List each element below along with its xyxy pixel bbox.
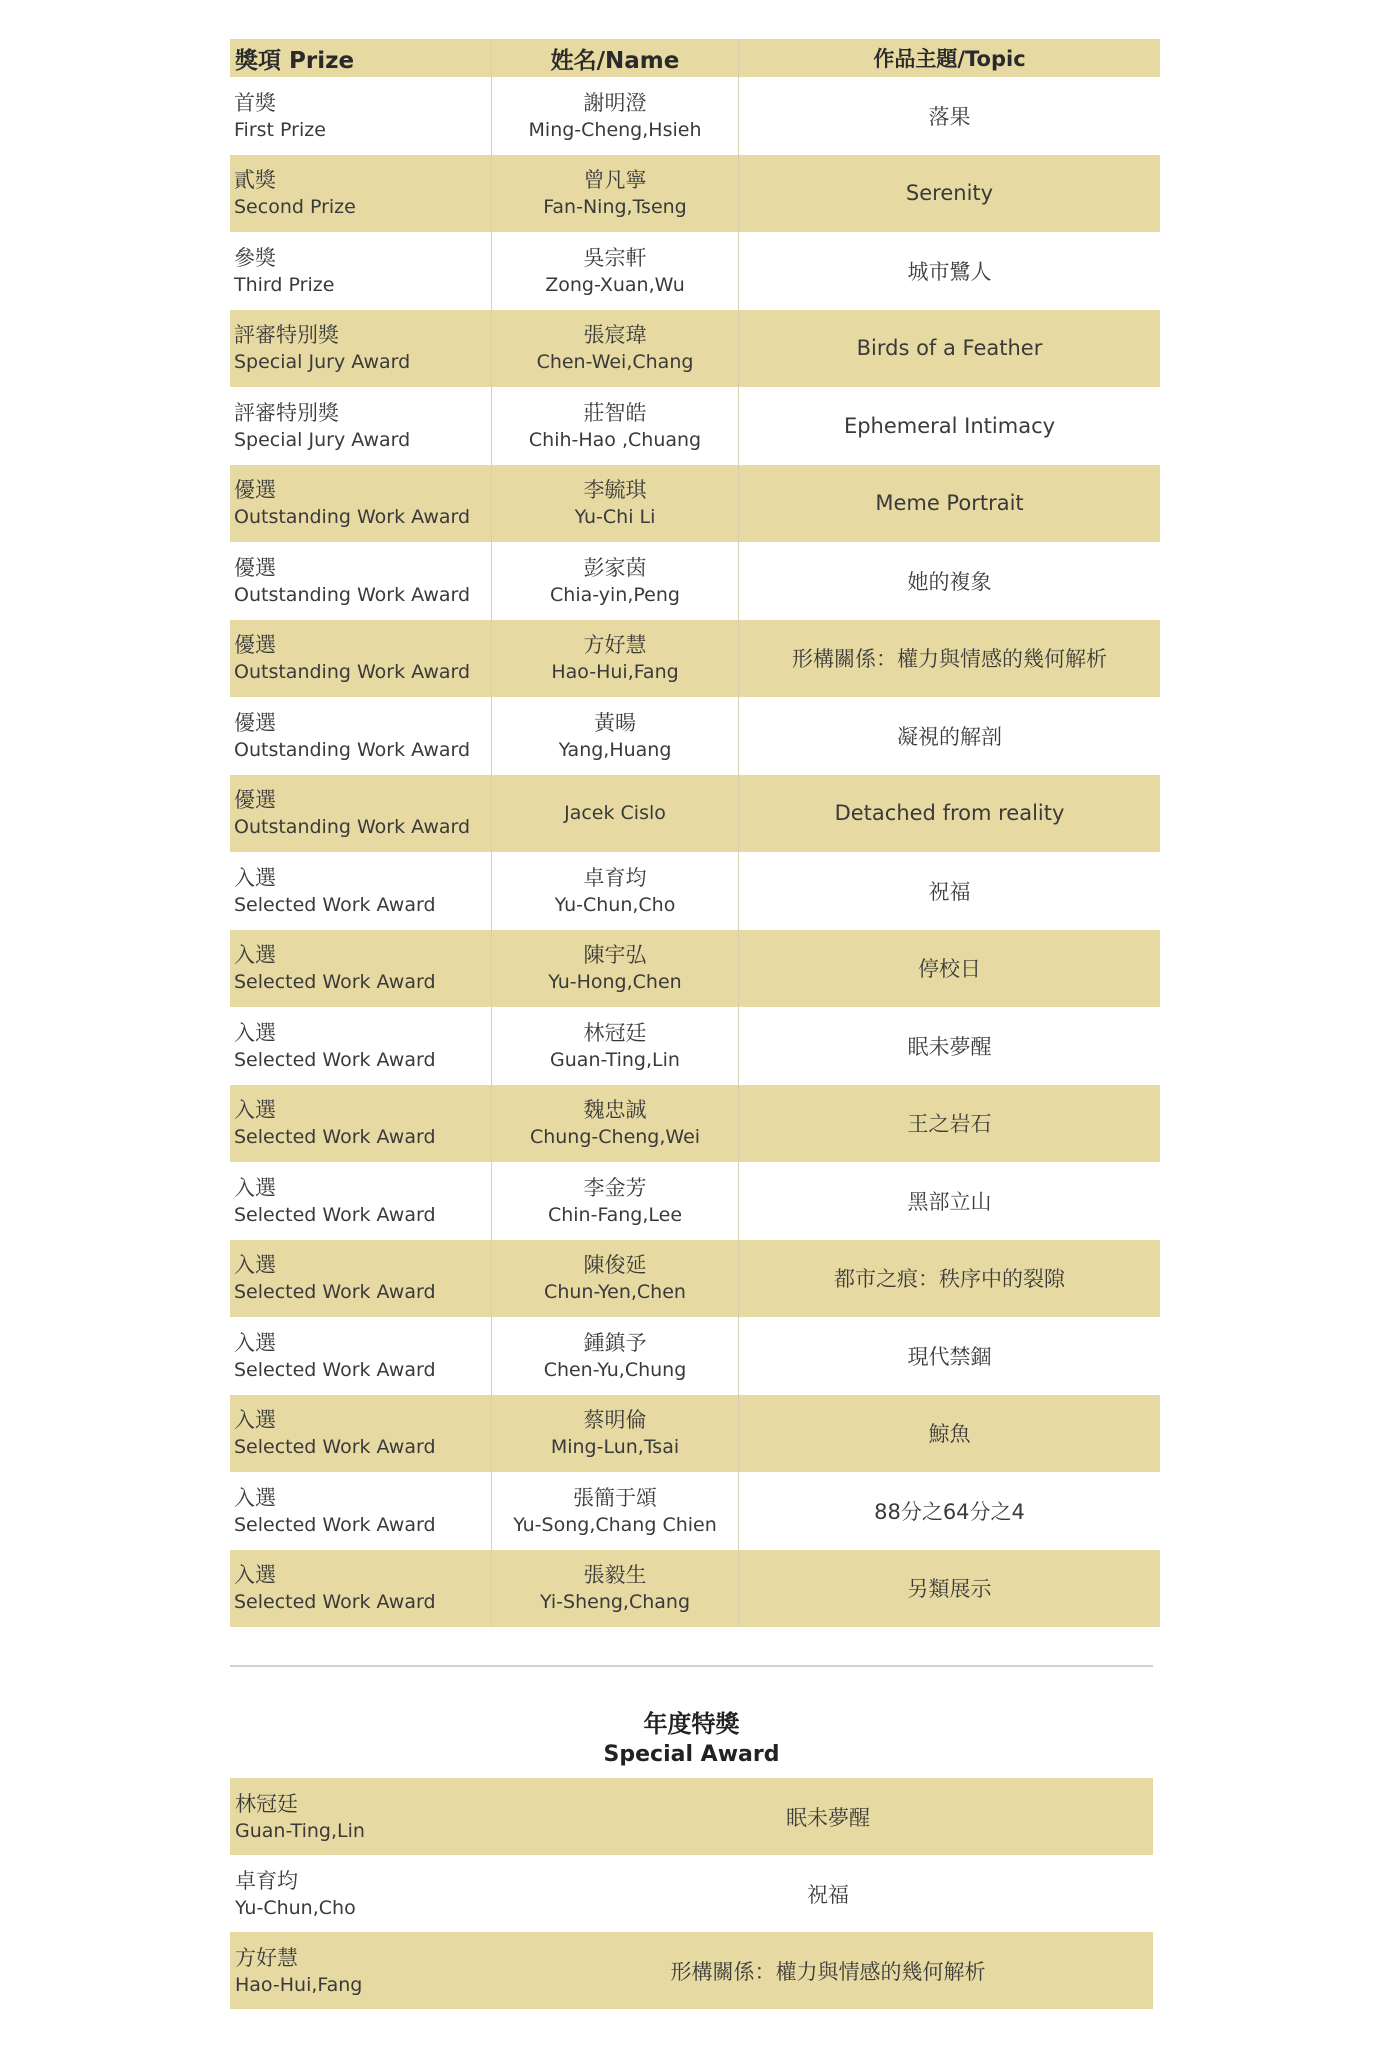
- name-cell: [492, 1162, 739, 1240]
- name-cell: [492, 77, 739, 155]
- prize-en: Outstanding Work Award: [234, 661, 471, 684]
- table-row: [230, 1317, 1160, 1395]
- table-row: [230, 697, 1160, 775]
- name-zh: 黃暘: [594, 710, 636, 735]
- special-topic-cell: 形構關係：權力與情感的幾何解析: [503, 1932, 1153, 2009]
- name-cell: [492, 542, 739, 620]
- special-name-zh: 卓育均: [235, 1868, 298, 1893]
- name-cell: [492, 387, 739, 465]
- table-row: [230, 1085, 1160, 1163]
- prize-zh: 入選: [234, 865, 276, 890]
- topic-cell: Serenity: [739, 155, 1161, 233]
- prize-cell: [230, 542, 492, 620]
- name-en: Zong-Xuan,Wu: [545, 273, 685, 296]
- prize-zh: 優選: [234, 478, 276, 503]
- awards-section: [230, 39, 1153, 1627]
- awards-table: [230, 39, 1160, 1627]
- name-zh: 林冠廷: [583, 1020, 647, 1045]
- topic-cell: 祝福: [928, 879, 971, 904]
- prize-zh: 入選: [234, 1485, 276, 1510]
- prize-cell: [230, 77, 492, 155]
- prize-cell: [230, 1085, 492, 1163]
- name-zh: 曾凡寧: [583, 168, 647, 193]
- awards-table-body: [230, 77, 1160, 1627]
- prize-en: Selected Work Award: [234, 1513, 436, 1536]
- name-zh: 陳俊延: [583, 1253, 647, 1278]
- prize-zh: 入選: [234, 1563, 276, 1588]
- name-zh: 方好慧: [583, 633, 647, 658]
- table-row: [230, 620, 1160, 698]
- name-zh: 吳宗軒: [583, 245, 647, 270]
- table-row: [230, 232, 1160, 310]
- name-zh: 李毓琪: [583, 478, 647, 503]
- prize-cell: [230, 155, 492, 233]
- prize-zh: 評審特別獎: [234, 323, 339, 348]
- name-zh: 彭家茵: [583, 555, 647, 580]
- special-award-heading: [230, 1708, 1153, 1770]
- topic-cell: 眠未夢醒: [907, 1034, 992, 1059]
- table-row: [230, 1162, 1160, 1240]
- name-cell: [492, 1240, 739, 1318]
- name-cell: [492, 620, 739, 698]
- prize-cell: [230, 310, 492, 388]
- topic-cell: Detached from reality: [739, 775, 1161, 853]
- prize-en: Outstanding Work Award: [234, 738, 471, 761]
- topic-cell: 停校日: [739, 930, 1161, 1008]
- name-zh: 莊智皓: [583, 400, 647, 425]
- prize-cell: [230, 1317, 492, 1395]
- name-en: Yu-Chi Li: [574, 506, 656, 529]
- name-en: Ming-Lun,Tsai: [550, 1436, 680, 1459]
- name-cell: [492, 852, 739, 930]
- prize-zh: 貳獎: [234, 168, 276, 193]
- special-name-en: Yu-Chun,Cho: [235, 1896, 356, 1919]
- name-en: Yang,Huang: [558, 738, 672, 761]
- name-zh: 陳宇弘: [583, 943, 647, 968]
- name-en: Chih-Hao ,Chuang: [528, 428, 702, 451]
- table-row: [230, 775, 1160, 853]
- table-row: [230, 542, 1160, 620]
- name-zh: 張簡于頌: [573, 1485, 657, 1510]
- name-cell: [492, 1550, 739, 1628]
- prize-en: Special Jury Award: [234, 428, 411, 451]
- prize-cell: [230, 775, 492, 853]
- special-name-cell: [230, 1932, 503, 2009]
- special-award-title-en: Special Award: [603, 1742, 780, 1767]
- prize-zh: 優選: [234, 710, 276, 735]
- name-en: Ming-Cheng,Hsieh: [528, 118, 702, 141]
- prize-cell: [230, 387, 492, 465]
- topic-cell: 落果: [928, 104, 971, 129]
- prize-cell: [230, 1240, 492, 1318]
- topic-cell: 都市之痕：秩序中的裂隙: [739, 1240, 1161, 1318]
- prize-zh: 評審特別獎: [234, 400, 339, 425]
- prize-en: Selected Work Award: [234, 1126, 436, 1149]
- special-topic-cell: 祝福: [807, 1882, 849, 1907]
- prize-cell: [230, 620, 492, 698]
- name-en: Chung-Cheng,Wei: [529, 1126, 701, 1149]
- name-cell: [492, 310, 739, 388]
- name-zh: 鍾鎮予: [583, 1330, 647, 1355]
- topic-cell: Meme Portrait: [739, 465, 1161, 543]
- name-en: Chia-yin,Peng: [550, 583, 680, 606]
- table-row: [230, 1472, 1160, 1550]
- awards-table-header: [230, 39, 1160, 77]
- prize-zh: 入選: [234, 1330, 276, 1355]
- prize-en: Selected Work Award: [234, 1203, 436, 1226]
- topic-cell: 88分之64分之4: [874, 1499, 1025, 1524]
- name-cell: [492, 930, 739, 1008]
- name-cell: [492, 1007, 739, 1085]
- topic-cell: 另類展示: [739, 1550, 1161, 1628]
- prize-en: Selected Work Award: [234, 1436, 436, 1459]
- topic-cell: Ephemeral Intimacy: [843, 413, 1056, 438]
- name-en: Chun-Yen,Chen: [544, 1281, 686, 1304]
- prize-zh: 入選: [234, 943, 276, 968]
- prize-zh: 優選: [234, 788, 276, 813]
- prize-en: Second Prize: [234, 196, 356, 219]
- name-en: Chin-Fang,Lee: [547, 1203, 683, 1226]
- prize-en: Third Prize: [234, 273, 335, 296]
- special-award-table: [230, 1778, 1153, 2009]
- topic-cell: 王之岩石: [739, 1085, 1161, 1163]
- prize-en: Selected Work Award: [234, 893, 436, 916]
- name-cell: [492, 697, 739, 775]
- special-name-en: Guan-Ting,Lin: [235, 1819, 365, 1842]
- header-prize: 獎項 Prize: [230, 39, 492, 77]
- special-award-table-body: [230, 1778, 1153, 2009]
- topic-cell: Birds of a Feather: [739, 310, 1161, 388]
- special-award-row: [230, 1932, 1153, 2009]
- name-cell: [492, 1085, 739, 1163]
- name-cell: [492, 1317, 739, 1395]
- name-cell: [492, 1395, 739, 1473]
- table-row: [230, 155, 1160, 233]
- special-topic-cell: 眠未夢醒: [503, 1778, 1153, 1855]
- special-name-zh: 林冠廷: [235, 1791, 298, 1816]
- name-en: Yu-Song,Chang Chien: [513, 1513, 717, 1536]
- prize-en: Outstanding Work Award: [234, 816, 471, 839]
- name-cell: [492, 232, 739, 310]
- prize-zh: 優選: [234, 633, 276, 658]
- prize-cell: [230, 1550, 492, 1628]
- name-en: Hao-Hui,Fang: [551, 661, 679, 684]
- topic-cell: 黑部立山: [907, 1189, 992, 1214]
- name-zh: 謝明澄: [583, 90, 647, 115]
- prize-zh: 入選: [234, 1020, 276, 1045]
- name-en: Guan-Ting,Lin: [550, 1048, 680, 1071]
- prize-cell: [230, 1472, 492, 1550]
- special-award-section: [230, 1778, 1153, 2009]
- table-row: [230, 310, 1160, 388]
- name-en: Yu-Hong,Chen: [548, 971, 682, 994]
- prize-en: Selected Work Award: [234, 1048, 436, 1071]
- topic-cell: 凝視的解剖: [897, 724, 1002, 749]
- special-award-title-zh: 年度特獎: [643, 1710, 740, 1738]
- prize-zh: 入選: [234, 1175, 276, 1200]
- prize-cell: [230, 1162, 492, 1240]
- prize-en: Selected Work Award: [234, 971, 436, 994]
- table-row: [230, 852, 1160, 930]
- table-row: [230, 387, 1160, 465]
- prize-en: Selected Work Award: [234, 1358, 436, 1381]
- prize-cell: [230, 852, 492, 930]
- name-en: Fan-Ning,Tseng: [543, 196, 687, 219]
- name-en: Jacek Cislo: [564, 802, 666, 825]
- table-row: [230, 930, 1160, 1008]
- table-row: [230, 77, 1160, 155]
- name-zh: 張宸瑋: [583, 323, 647, 348]
- prize-zh: 首獎: [234, 90, 276, 115]
- table-row: [230, 1007, 1160, 1085]
- prize-en: Outstanding Work Award: [234, 583, 471, 606]
- special-award-row: [230, 1855, 1153, 1932]
- special-name-en: Hao-Hui,Fang: [235, 1973, 363, 1996]
- name-cell: [492, 155, 739, 233]
- name-zh: 蔡明倫: [583, 1408, 647, 1433]
- prize-zh: 入選: [234, 1408, 276, 1433]
- topic-cell: 她的複象: [907, 569, 992, 594]
- name-en: Yu-Chun,Cho: [554, 893, 676, 916]
- name-cell: [492, 465, 739, 543]
- prize-cell: [230, 1395, 492, 1473]
- special-name-cell: [230, 1778, 503, 1855]
- prize-zh: 優選: [234, 555, 276, 580]
- name-cell: [492, 1472, 739, 1550]
- name-en: Chen-Wei,Chang: [536, 351, 694, 374]
- special-award-row: [230, 1778, 1153, 1855]
- topic-cell: 現代禁錮: [907, 1344, 992, 1369]
- prize-zh: 參獎: [234, 245, 276, 270]
- prize-zh: 入選: [234, 1253, 276, 1278]
- prize-cell: [230, 465, 492, 543]
- name-zh: 卓育均: [583, 865, 647, 890]
- prize-en: First Prize: [234, 118, 326, 141]
- prize-en: Selected Work Award: [234, 1281, 436, 1304]
- topic-cell: 形構關係：權力與情感的幾何解析: [739, 620, 1161, 698]
- prize-en: Selected Work Award: [234, 1591, 436, 1614]
- table-row: [230, 1240, 1160, 1318]
- name-zh: 魏忠誠: [583, 1098, 647, 1123]
- name-cell: [492, 775, 739, 853]
- table-row: [230, 1395, 1160, 1473]
- header-name: 姓名/Name: [492, 39, 739, 77]
- name-en: Chen-Yu,Chung: [543, 1358, 687, 1381]
- name-zh: 張毅生: [583, 1563, 647, 1588]
- name-zh: 李金芳: [583, 1175, 647, 1200]
- section-divider: [230, 1665, 1153, 1667]
- prize-en: Outstanding Work Award: [234, 506, 471, 529]
- prize-cell: [230, 232, 492, 310]
- topic-cell: 鯨魚: [739, 1395, 1161, 1473]
- table-row: [230, 465, 1160, 543]
- prize-cell: [230, 1007, 492, 1085]
- prize-cell: [230, 697, 492, 775]
- prize-zh: 入選: [234, 1098, 276, 1123]
- prize-cell: [230, 930, 492, 1008]
- name-en: Yi-Sheng,Chang: [539, 1591, 691, 1614]
- topic-cell: 城市鷺人: [907, 259, 992, 284]
- special-name-zh: 方好慧: [235, 1945, 298, 1970]
- prize-en: Special Jury Award: [234, 351, 411, 374]
- table-row: [230, 1550, 1160, 1628]
- special-name-cell: [230, 1855, 503, 1932]
- header-topic: 作品主題/Topic: [739, 39, 1161, 77]
